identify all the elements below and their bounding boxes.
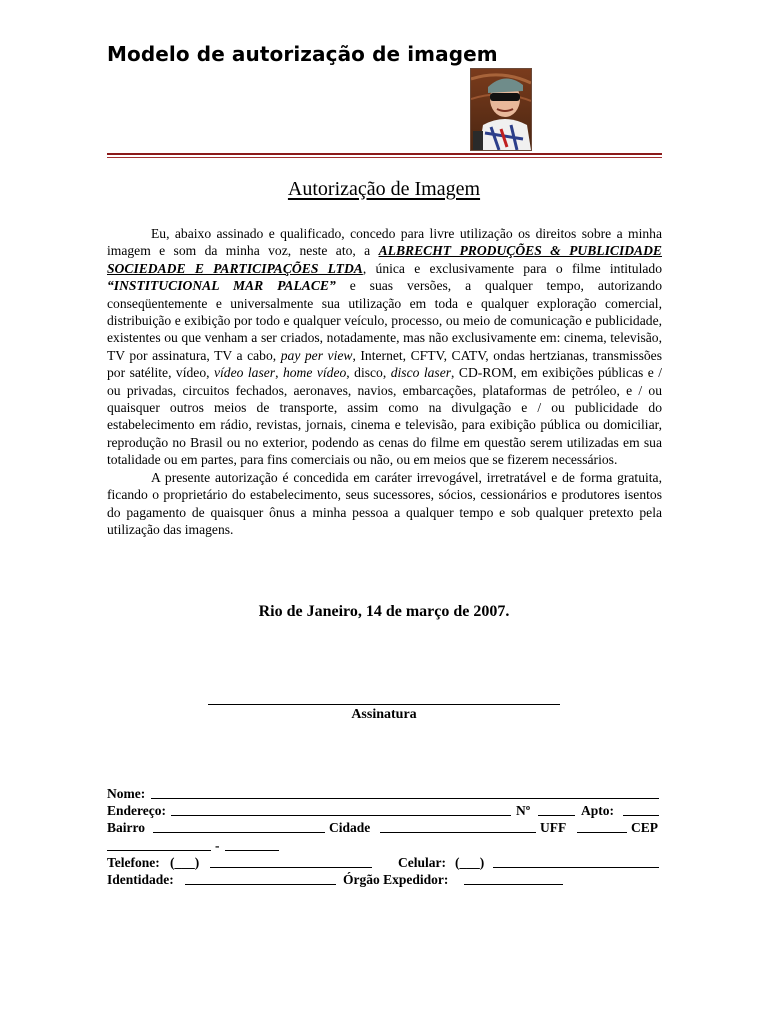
form-row-endereco xyxy=(107,802,667,819)
header-divider-thin xyxy=(107,157,662,158)
header-divider-thick xyxy=(107,153,662,155)
paragraph-2: A presente autorização é concedida em caráter irrevogável, irretratável e de forma gratuita, ficando o proprietário do estabelecimento, seus sucessores, sócios, cessionários e produtores isentos do pagamento de quaisquer ônus a minha pessoa a qualquer tempo e sob qualquer pretexto pela utilização das imagens. xyxy=(107,469,662,537)
film-title: “INSTITUCIONAL MAR PALACE” xyxy=(107,278,336,294)
uff-label: UFF xyxy=(540,820,567,836)
cep-dash: - xyxy=(215,837,220,853)
form-row-nome xyxy=(107,785,667,802)
document-title-text: Autorização de Imagem xyxy=(287,178,481,200)
identidade-field[interactable] xyxy=(185,884,336,885)
company-name: ALBRECHT PRODUÇÕES & PUBLICIDADE SOCIEDADE E PARTICIPAÇÕES LTDA xyxy=(107,243,662,276)
form-row-cep xyxy=(107,837,667,854)
date-line: Rio de Janeiro, 14 de março de 2007. xyxy=(258,603,510,620)
numero-field[interactable] xyxy=(538,815,575,816)
signature-line[interactable] xyxy=(208,703,560,705)
orgao-expedidor-label: Órgão Expedidor: xyxy=(343,871,449,887)
nome-label: Nome: xyxy=(107,786,146,801)
form-row-telefone xyxy=(107,854,667,871)
nome-field[interactable] xyxy=(151,798,659,799)
telefone-field[interactable] xyxy=(210,867,372,868)
apto-label: Apto: xyxy=(581,803,614,819)
telefone-area-code[interactable]: (___) xyxy=(170,854,200,870)
term-pay-per-view: pay per view xyxy=(280,347,353,363)
celular-label: Celular: xyxy=(398,854,446,870)
cidade-field[interactable] xyxy=(380,832,536,833)
p1-text-f: , disco, xyxy=(346,365,391,381)
p1-text-a: Eu, abaixo assinado e qualificado, concedo para livre utilização os direitos sobre a minha imagem e som da minha voz, neste ato, a xyxy=(107,226,662,259)
cidade-label: Cidade xyxy=(329,820,371,836)
term-home-video: home vídeo xyxy=(282,365,347,381)
identidade-label: Identidade: xyxy=(107,871,174,887)
p1-text-e: , xyxy=(275,365,283,381)
bairro-label: Bairro xyxy=(107,820,145,836)
document-title xyxy=(0,178,768,201)
page-header-title: Modelo de autorização de imagem xyxy=(107,42,498,66)
p1-text-g: , CD-ROM, em exibições públicas e / ou privadas, circuitos fechados, aeronaves, navios, embarcações, plataformas de petróleo, e / ou quaisquer outros meios de transporte, assim como na divulgação e / ou publicidade do estabelecimento em rádio, revistas, jornais, cinema e televisão, para exibição pública ou domiciliar, reprodução no Brasil ou no exterior, podendo as cenas do filme em questão serem utilizadas em sua totalidade ou em partes, para fins comerciais ou não, ou em meios que se fizerem necessários. xyxy=(107,365,663,468)
bairro-field[interactable] xyxy=(153,832,325,833)
uff-field[interactable] xyxy=(577,832,627,833)
celular-area-code[interactable]: (___) xyxy=(455,854,485,870)
celular-field[interactable] xyxy=(493,867,659,868)
personal-data-form xyxy=(107,785,667,888)
form-row-bairro xyxy=(107,819,667,836)
orgao-expedidor-field[interactable] xyxy=(464,884,563,885)
p1-text-d: , Internet, CFTV, CATV, ondas hertzianas, transmissões por satélite, vídeo, xyxy=(107,347,662,381)
endereco-label: Endereço: xyxy=(107,803,166,819)
endereco-field[interactable] xyxy=(171,815,511,816)
portrait-photo xyxy=(470,68,532,151)
term-video-laser: vídeo laser xyxy=(214,365,276,381)
cep-label: CEP xyxy=(631,820,658,836)
cep-field-prefix[interactable] xyxy=(107,850,211,851)
form-row-identidade xyxy=(107,871,667,888)
paragraph-1 xyxy=(107,225,662,469)
signature-label: Assinatura xyxy=(351,707,417,722)
telefone-label: Telefone: xyxy=(107,854,160,870)
p1-text-c: e suas versões, a qualquer tempo, autorizando conseqüentemente e universalmente sua utilização em toda e qualquer exploração comercial, distribuição e exibição por todo e qualquer veículo, processo, ou meio de comunicação e publicidade, existentes ou que venham a ser criados, notadamente, mas não exclusivamente em: cinema, televisão, TV por assinatura, TV a cabo, xyxy=(107,278,662,363)
cep-field-suffix[interactable] xyxy=(225,850,279,851)
authorization-body xyxy=(107,225,662,538)
numero-label: Nº xyxy=(516,803,531,819)
p1-text-b: , única e exclusivamente para o filme intitulado xyxy=(362,260,662,276)
term-disco-laser: disco laser xyxy=(390,365,452,381)
apto-field[interactable] xyxy=(623,815,659,816)
